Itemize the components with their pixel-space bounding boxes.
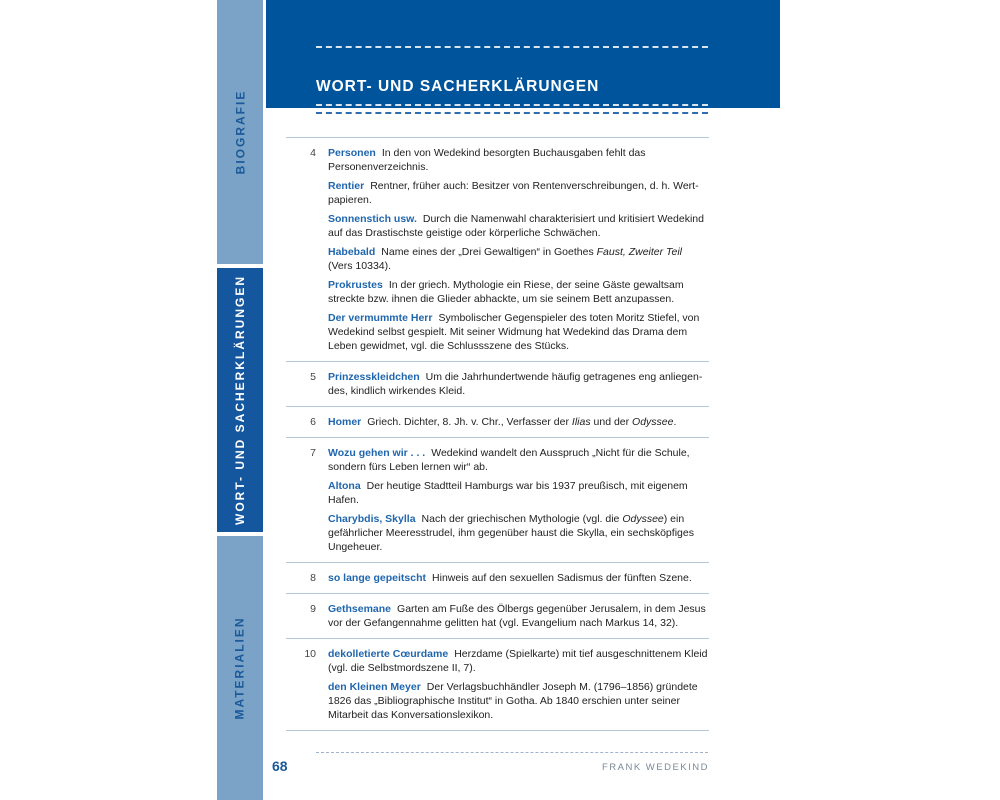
glossary-entry (286, 311, 709, 353)
sidebar-tab-label: BIOGRAFIE (233, 89, 248, 175)
entry-text (328, 647, 709, 675)
entry-work-title: Ilias (571, 416, 591, 428)
entry-definition: In der griech. Mythologie ein Riese, der seine Gäste gewaltsam streckte bzw. ihnen die Glieder abhackte, um sie seinem Bett anzupassen. (328, 279, 684, 305)
line-number: 6 (310, 416, 316, 428)
line-number: 9 (310, 603, 316, 615)
glossary-entry (286, 479, 709, 507)
entry-term: Der vermummte Herr (328, 312, 433, 324)
glossary-entry (286, 602, 709, 630)
glossary-entry (286, 446, 709, 474)
glossary-group (286, 594, 709, 639)
chapter-title: WORT- UND SACHERKLÄRUNGEN (316, 78, 600, 95)
entry-term: Wozu gehen wir . . . (328, 447, 426, 459)
sidebar-tab-materialien[interactable] (217, 536, 263, 800)
line-number: 10 (304, 648, 316, 660)
entry-text (328, 370, 709, 398)
entry-term: Rentier (328, 180, 365, 192)
glossary-entries (286, 137, 709, 731)
glossary-entry (286, 512, 709, 554)
entry-definition: Rentner, früher auch: Besitzer von Rentenverschreibungen, d. h. Wertpapieren. (328, 180, 699, 206)
sidebar-tab-label: MATERIALIEN (233, 616, 248, 720)
line-number-spacer (286, 278, 316, 306)
line-number: 8 (310, 572, 316, 584)
entry-term: Sonnenstich usw. (328, 213, 417, 225)
entry-text (328, 146, 709, 174)
entry-term: dekolletierte Cœurdame (328, 648, 449, 660)
entry-term: Prinzesskleidchen (328, 371, 420, 383)
entry-definition: Garten am Fuße des Ölbergs gegenüber Jerusalem, in dem Jesus vor der Gefangennahme gelitten hat (vgl. Evangelium nach Markus 14, 32). (328, 603, 706, 629)
entry-definition: Hinweis auf den sexuellen Sadismus der fünften Szene. (432, 572, 692, 584)
page-number: 68 (272, 758, 288, 774)
glossary-group (286, 362, 709, 407)
entry-definition: Griech. Dichter, 8. Jh. v. Chr., Verfasser der (367, 416, 572, 428)
sidebar-tab-label: WORT- UND SACHERKLÄRUNGEN (233, 275, 247, 525)
line-number-spacer (286, 479, 316, 507)
entry-work-title: Odyssee (622, 513, 664, 525)
entry-text (328, 479, 709, 507)
entry-term: Prokrustes (328, 279, 383, 291)
line-number-spacer (286, 311, 316, 353)
glossary-entry (286, 370, 709, 398)
glossary-entry (286, 179, 709, 207)
entry-term: Gethsemane (328, 603, 392, 615)
line-number-spacer (286, 212, 316, 240)
entry-work-title: Faust, Zweiter Teil (596, 246, 683, 258)
entry-definition: Der Verlagsbuchhändler Joseph M. (1796–1856) gründete 1826 das „Bibliographische Institut“ in Gotha. Ab 1840 erschien unter seiner Mitarbeit das Konversationslexikon. (328, 681, 698, 721)
glossary-entry (286, 680, 709, 722)
line-number-spacer (286, 179, 316, 207)
line-number: 5 (310, 371, 316, 383)
entry-work-title: Odyssee (632, 416, 674, 428)
header-dash-line-bottom (316, 104, 708, 106)
glossary-entry (286, 415, 709, 429)
entry-term: Homer (328, 416, 362, 428)
line-number-spacer (286, 512, 316, 554)
running-footer-author: FRANK WEDEKIND (601, 762, 709, 773)
glossary-entry (286, 146, 709, 174)
entry-definition: Um die Jahrhundertwende häufig getragenes eng anliegendes, kindlich wirkendes Kleid. (328, 371, 703, 397)
glossary-entry (286, 278, 709, 306)
entry-term: Charybdis, Skylla (328, 513, 416, 525)
entry-text (328, 512, 709, 554)
entry-text (328, 245, 709, 273)
entry-term: den Kleinen Meyer (328, 681, 421, 693)
entry-text (328, 446, 709, 474)
entry-text (328, 415, 709, 429)
line-number: 4 (310, 147, 316, 159)
glossary-group (286, 438, 709, 563)
glossary-group (286, 407, 709, 438)
entry-definition: . (673, 416, 677, 428)
entry-term: Altona (328, 480, 361, 492)
glossary-entry (286, 212, 709, 240)
entry-definition: Durch die Namenwahl charakterisiert und kritisiert Wedekind auf das Drastischste geistige oder körperliche Schwächen. (328, 213, 704, 239)
entry-text (328, 571, 709, 585)
entry-definition: (Vers 10334). (328, 260, 392, 272)
line-number: 7 (310, 447, 316, 459)
sidebar-tab-wort-und-sacherklaerungen[interactable] (217, 268, 263, 532)
entry-definition: Symbolischer Gegenspieler des toten Moritz Stiefel, von Wedekind selbst gespielt. Mit seiner Widmung hat Wedekind das Drama dem Leben gewidmet, vgl. die Schlussszene des Stücks. (328, 312, 700, 352)
entry-term: Habebald (328, 246, 376, 258)
entry-definition: ) ein gefährlicher Meeresstrudel, ihm gegenüber haust die Skylla, ein sechsköpfiges Ungeheuer. (328, 513, 694, 553)
glossary-group (286, 138, 709, 362)
entry-definition: Der heutige Stadtteil Hamburgs war bis 1937 preußisch, mit eigenem Hafen. (328, 480, 688, 506)
entry-definition: Nach der griechischen Mythologie (vgl. die (421, 513, 623, 525)
line-number-spacer (286, 680, 316, 722)
glossary-entry (286, 647, 709, 675)
entry-text (328, 179, 709, 207)
entry-definition: Herzdame (Spielkarte) mit tief ausgeschnittenem Kleid (vgl. die Selbstmordszene II, 7). (328, 648, 708, 674)
footer-dash-line (316, 752, 708, 753)
entry-text (328, 212, 709, 240)
glossary-group (286, 563, 709, 594)
header-dash-line-under (316, 112, 708, 114)
entry-term: Personen (328, 147, 376, 159)
entry-definition: In den von Wedekind besorgten Buchausgaben fehlt das Personenverzeichnis. (328, 147, 646, 173)
entry-text (328, 602, 709, 630)
sidebar-tab-biografie[interactable] (217, 0, 263, 264)
header-dash-line-top (316, 46, 708, 48)
glossary-entry (286, 245, 709, 273)
glossary-entry (286, 571, 709, 585)
entry-definition: und der (590, 416, 633, 428)
entry-text (328, 680, 709, 722)
entry-term: so lange gepeitscht (328, 572, 427, 584)
glossary-group (286, 639, 709, 731)
line-number-spacer (286, 245, 316, 273)
entry-definition: Name eines der „Drei Gewaltigen“ in Goethes (381, 246, 597, 258)
entry-text (328, 311, 709, 353)
entry-text (328, 278, 709, 306)
entry-definition: Wedekind wandelt den Ausspruch „Nicht für die Schule, sondern fürs Leben lernen wir“ ab. (328, 447, 690, 473)
